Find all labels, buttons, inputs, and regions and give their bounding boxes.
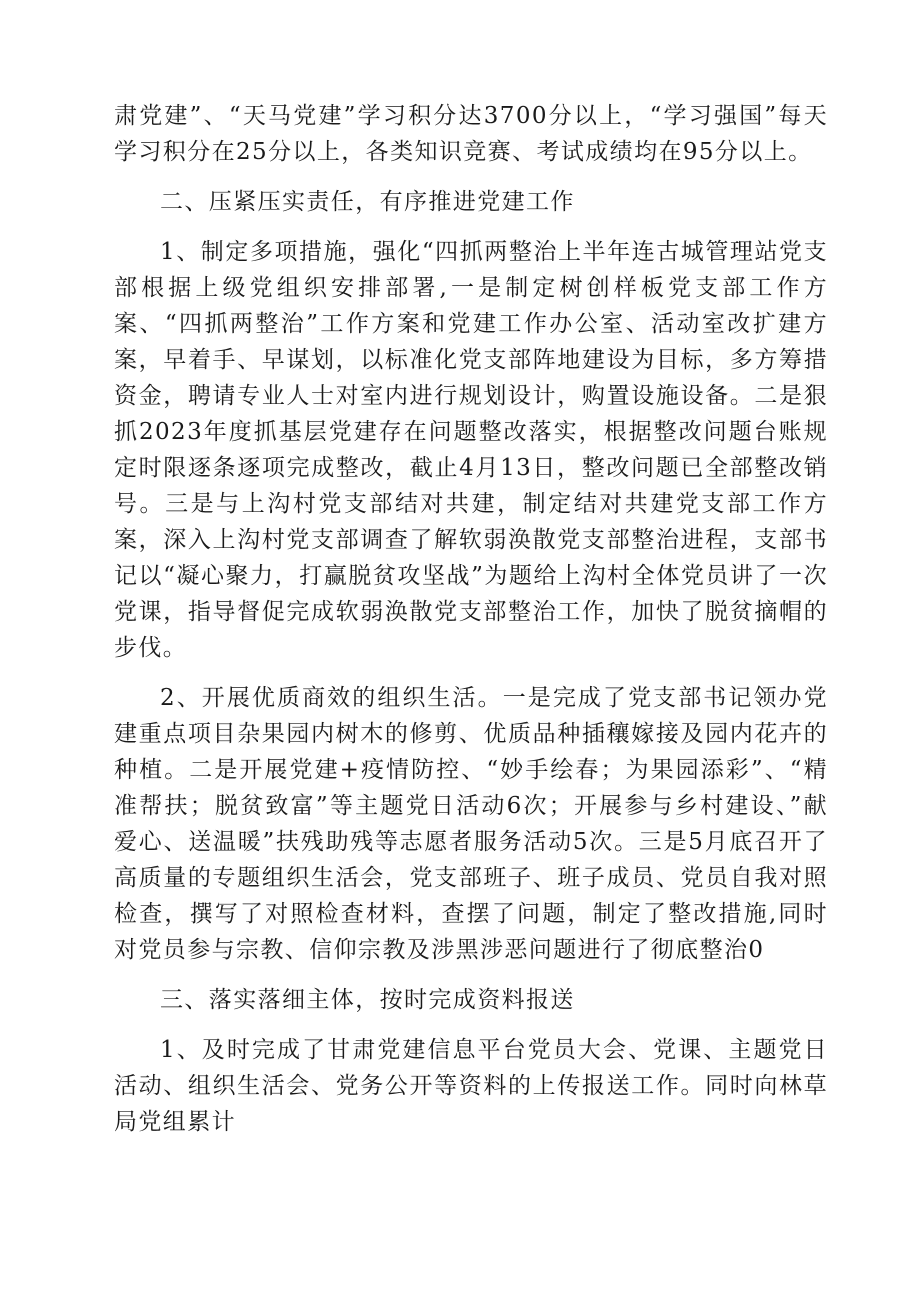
section-heading-2: 二、压紧压实责任，有序推进党建工作: [160, 189, 575, 215]
paragraph-3-1: 1、及时完成了甘肃党建信息平台党员大会、党课、主题党日活动、组织生活会、党务公开等资料的上传报送工作。同时向林草局党组累计: [114, 1037, 828, 1135]
paragraph-2-2: 2、开展优质商效的组织生活。一是完成了党支部书记领办党建重点项目杂果园内树木的修剪、优质品种插穰嫁接及园内花卉的种植。二是开展党建+疫情防控、“妙手绘春；为果园添彩”、“精准帮扶；脱贫致富”等主题党日活动6次；开展参与乡村建设、”献爱心、送温暖”扶残助残等志愿者服务活动5次。三是5月底召开了高质量的专题组织生活会，党支部班子、班子成员、党员自我对照检查，撰写了对照检查材料，查摆了问题，制定了整改措施,同时对党员参与宗教、信仰宗教及涉黑涉恶问题进行了彻底整治0: [114, 685, 828, 963]
paragraph-continuation: 肃党建”、“天马党建”学习积分达3700分以上，“学习强国”每天学习积分在25分以上，各类知识竞赛、考试成绩均在95分以上。: [114, 103, 828, 165]
paragraph-2-1: 1、制定多项措施，强化“四抓两整治上半年连古城管理站党支部根据上级党组织安排部署,一是制定树创样板党支部工作方案、“四抓两整治”工作方案和党建工作办公室、活动室改扩建方案，早着手、早谋划，以标准化党支部阵地建设为目标，多方筹措资金，聘请专业人士对室内进行规划设计，购置设施设备。二是狠抓2023年度抓基层党建存在问题整改落实，根据整改问题台账规定时限逐条逐项完成整改，截止4月13日，整改问题已全部整改销号。三是与上沟村党支部结对共建，制定结对共建党支部工作方案，深入上沟村党支部调查了解软弱涣散党支部整治进程，支部书记以“凝心聚力，打赢脱贫攻坚战”为题给上沟村全体党员讲了一次党课，指导督促完成软弱涣散党支部整治工作，加快了脱贫摘帽的步伐。: [114, 239, 828, 661]
section-heading-3: 三、落实落细主体，按时完成资料报送: [160, 987, 575, 1013]
document-body: [114, 98, 828, 1140]
